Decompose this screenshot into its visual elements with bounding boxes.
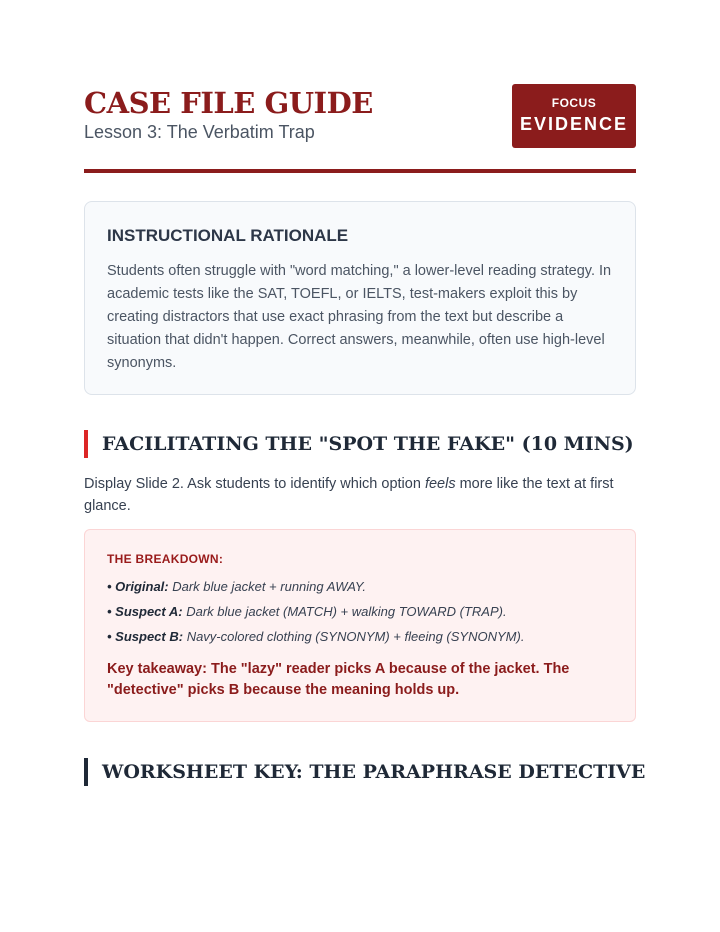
item-text: Dark blue jacket + running AWAY. [168, 579, 367, 594]
instruction-text-end: more like the text at first glance. [84, 476, 614, 514]
breakdown-card [84, 529, 636, 722]
item-label: • Suspect B: [107, 629, 184, 644]
item-text: Navy-colored clothing (SYNONYM) + fleeing (SYNONYM). [183, 629, 525, 644]
worksheet-heading: WORKSHEET KEY: THE PARAPHRASE DETECTIVE [84, 758, 636, 786]
item-label: • Suspect A: [107, 604, 183, 619]
breakdown-item-suspect-b [107, 624, 613, 649]
lesson-subtitle: Lesson 3: The Verbatim Trap [84, 122, 315, 142]
rationale-card [84, 201, 636, 395]
facilitating-heading: FACILITATING THE "SPOT THE FAKE" (10 MINS) [84, 430, 636, 458]
badge-value: EVIDENCE [519, 114, 629, 134]
breakdown-title: THE BREAKDOWN: [107, 552, 224, 566]
focus-badge [512, 84, 636, 148]
item-text: Dark blue jacket (MATCH) + walking TOWARD (TRAP). [182, 604, 507, 619]
instruction-emphasis: feels [424, 476, 456, 492]
breakdown-item-original [107, 574, 613, 599]
key-takeaway: Key takeaway: The "lazy" reader picks A because of the jacket. The "detective" picks B because the meaning holds up. [107, 661, 570, 698]
breakdown-item-suspect-a [107, 599, 613, 624]
page-header [84, 84, 636, 174]
instruction-text: Display Slide 2. Ask students to identify which option [84, 476, 425, 492]
facilitating-instructions [84, 473, 636, 517]
header-divider [84, 169, 636, 173]
item-label: • Original: [107, 579, 169, 594]
rationale-heading: INSTRUCTIONAL RATIONALE [107, 226, 349, 245]
rationale-body: Students often struggle with "word matching," a lower-level reading strategy. In academic tests like the SAT, TOEFL, or IELTS, test-makers exploit this by creating distractors that use exact phrasing from the text but describe a situation that didn't happen. Correct answers, meanwhile, often use high-level synonyms. [107, 263, 612, 371]
badge-label: FOCUS [551, 96, 597, 110]
page-title: CASE FILE GUIDE [84, 86, 373, 120]
